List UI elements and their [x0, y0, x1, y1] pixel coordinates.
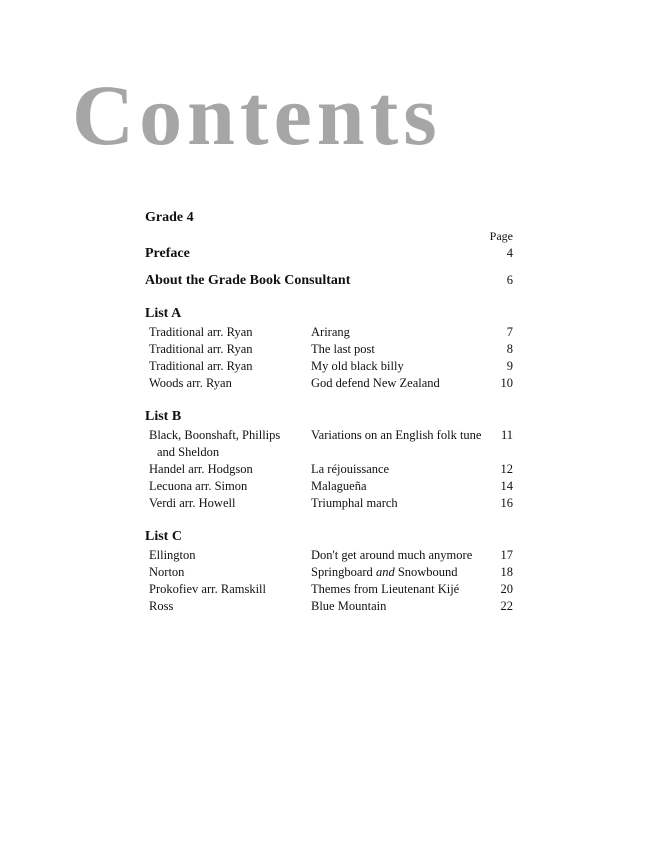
toc-piece-row[interactable] [145, 358, 513, 375]
toc-entry-about-consultant[interactable] [145, 273, 513, 289]
piece-page-number: 20 [500, 582, 513, 596]
composer-line: Lecuona arr. Simon [149, 479, 248, 493]
toc-piece-row[interactable] [145, 495, 513, 512]
piece-title [311, 341, 483, 358]
toc-piece-row[interactable] [145, 375, 513, 392]
piece-composer [145, 564, 311, 581]
piece-composer [145, 598, 311, 615]
piece-title [311, 564, 483, 581]
list-section [145, 306, 513, 392]
piece-composer [145, 324, 311, 341]
piece-title-text: God defend New Zealand [311, 376, 440, 390]
piece-page-number: 14 [500, 479, 513, 493]
piece-page-number: 22 [500, 599, 513, 613]
toc-entry-page: 6 [506, 273, 513, 287]
composer-line-continued: and Sheldon [157, 445, 220, 459]
piece-title-text-after: Snowbound [394, 565, 458, 579]
composer-line: Traditional arr. Ryan [149, 325, 253, 339]
list-title: List A [145, 306, 182, 321]
toc-piece-row[interactable] [145, 427, 513, 461]
piece-title [311, 324, 483, 341]
composer-line: Traditional arr. Ryan [149, 359, 253, 373]
piece-title-text: Don't get around much anymore [311, 548, 473, 562]
piece-title-text: Springboard [311, 565, 376, 579]
piece-title [311, 581, 483, 598]
piece-composer [145, 495, 311, 512]
piece-page-number: 17 [500, 548, 513, 562]
composer-line: Prokofiev arr. Ramskill [149, 582, 266, 596]
toc-piece-row[interactable] [145, 341, 513, 358]
toc-piece-row[interactable] [145, 598, 513, 615]
composer-line: Traditional arr. Ryan [149, 342, 253, 356]
piece-title-text: Blue Mountain [311, 599, 387, 613]
list-section [145, 409, 513, 512]
piece-title-text: Themes from Lieutenant Kijé [311, 582, 460, 596]
toc-entry-label: Preface [145, 246, 190, 261]
toc-entry-page: 4 [506, 246, 513, 260]
piece-title [311, 375, 483, 392]
toc-entry-preface[interactable] [145, 246, 513, 262]
piece-composer [145, 358, 311, 375]
list-title: List C [145, 529, 182, 544]
composer-line: Black, Boonshaft, Phillips [149, 428, 281, 442]
composer-line: Verdi arr. Howell [149, 496, 236, 510]
piece-title-italic: and [375, 565, 395, 579]
piece-title-text: Malagueña [311, 479, 367, 493]
piece-composer [145, 478, 311, 495]
piece-title-text: Variations on an English folk tune [311, 428, 482, 442]
piece-title-text: Triumphal march [311, 496, 398, 510]
toc-piece-row[interactable] [145, 564, 513, 581]
toc-piece-row[interactable] [145, 478, 513, 495]
toc-entry-label: About the Grade Book Consultant [145, 273, 351, 288]
piece-title [311, 358, 483, 375]
piece-page-number: 10 [500, 376, 513, 390]
list-title: List B [145, 409, 182, 424]
piece-composer [145, 547, 311, 564]
composer-line: Ross [149, 599, 174, 613]
composer-line: Norton [149, 565, 185, 579]
composer-line: Woods arr. Ryan [149, 376, 232, 390]
toc-piece-row[interactable] [145, 324, 513, 341]
piece-title [311, 478, 483, 495]
grade-heading: Grade 4 [145, 210, 194, 225]
toc-piece-row[interactable] [145, 581, 513, 598]
piece-composer [145, 427, 311, 461]
toc-piece-row[interactable] [145, 461, 513, 478]
piece-title-text: The last post [311, 342, 375, 356]
piece-composer [145, 461, 311, 478]
piece-title [311, 547, 483, 564]
piece-composer [145, 581, 311, 598]
piece-page-number: 16 [500, 496, 513, 510]
piece-title-text: La réjouissance [311, 462, 390, 476]
piece-composer [145, 375, 311, 392]
page-title: Contents [72, 67, 442, 163]
piece-title [311, 461, 483, 478]
piece-title-text: My old black billy [311, 359, 404, 373]
piece-page-number: 8 [506, 342, 513, 356]
list-section [145, 529, 513, 615]
table-of-contents [145, 210, 513, 615]
piece-composer [145, 341, 311, 358]
piece-page-number: 18 [500, 565, 513, 579]
piece-page-number: 12 [500, 462, 513, 476]
composer-line: Ellington [149, 548, 196, 562]
repertoire-lists [145, 306, 513, 615]
piece-page-number: 9 [506, 359, 513, 373]
page-column-header: Page [489, 229, 513, 243]
piece-page-number: 7 [506, 325, 513, 339]
piece-page-number: 11 [500, 428, 513, 442]
toc-piece-row[interactable] [145, 547, 513, 564]
piece-title-text: Arirang [311, 325, 350, 339]
piece-title [311, 495, 483, 512]
piece-title [311, 427, 483, 461]
piece-title [311, 598, 483, 615]
composer-line: Handel arr. Hodgson [149, 462, 253, 476]
